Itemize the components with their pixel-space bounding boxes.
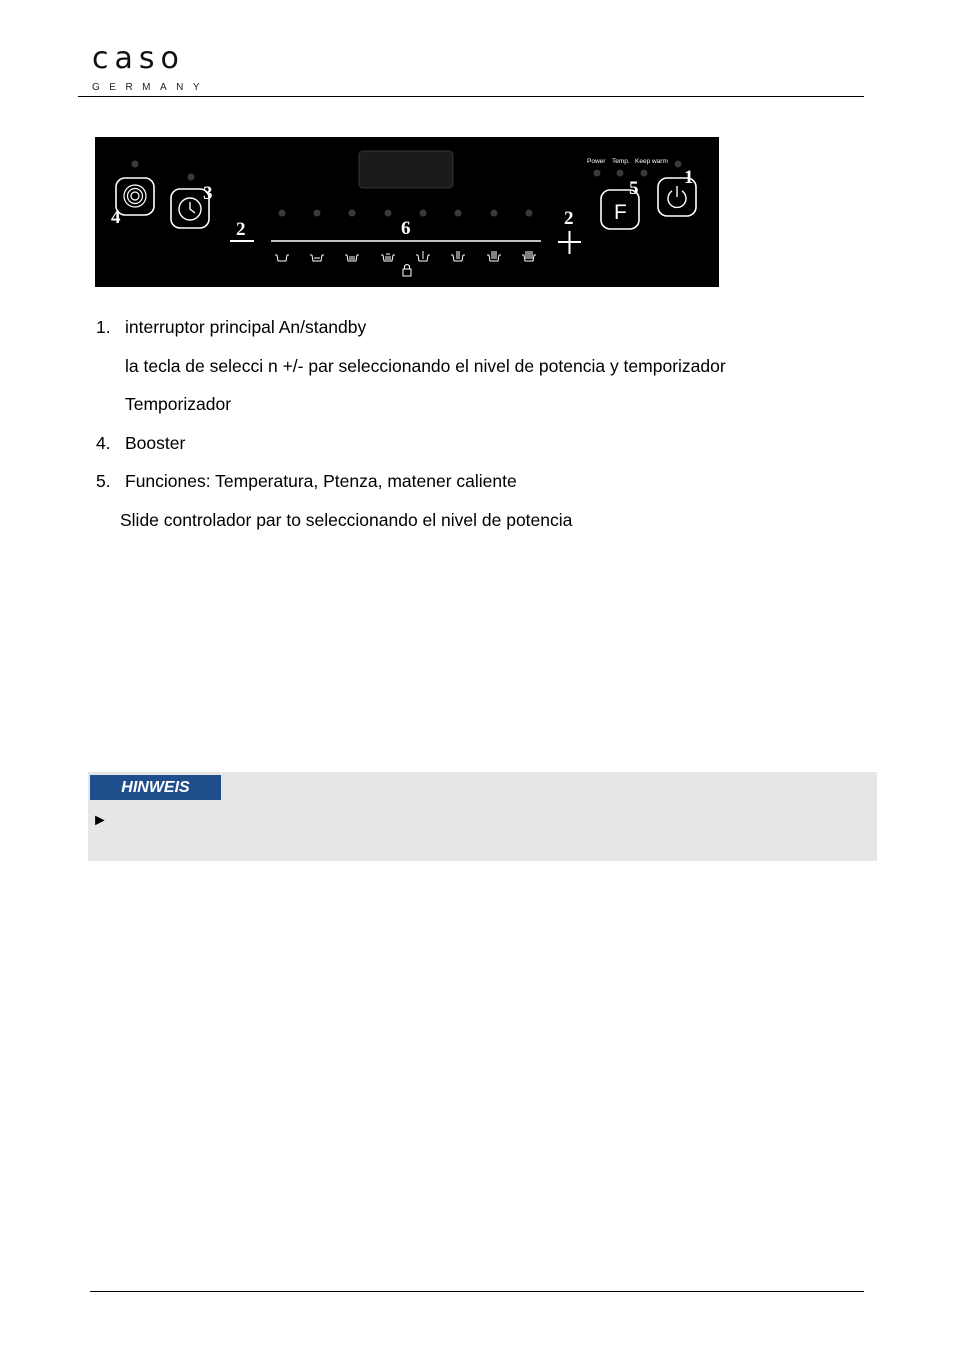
list-text: la tecla de selecci n +/- par seleccionando el nivel de potencia y temporizador [125, 355, 726, 376]
note-box [88, 772, 877, 861]
callout-1: 1 [684, 167, 694, 188]
pot-icon-7 [487, 251, 501, 261]
keep-warm-indicator-led [641, 170, 648, 177]
callout-5: 5 [629, 178, 639, 199]
booster-key [116, 178, 154, 215]
control-panel-drawing [95, 137, 719, 287]
logo-wordmark: caso [92, 41, 185, 76]
plus-key [558, 231, 581, 254]
display-window [359, 151, 453, 188]
control-panel-figure [95, 137, 719, 287]
power-indicator-led [594, 170, 601, 177]
indicator-label-keep-warm: Keep warm [635, 158, 668, 165]
list-number: 4. [96, 432, 111, 453]
list-text: Temporizador [125, 394, 232, 414]
pot-icon-6 [451, 251, 465, 261]
list-number: 5. [96, 471, 111, 491]
list-number: 1. [96, 317, 111, 337]
pot-icons [275, 251, 536, 261]
booster-led [132, 161, 139, 168]
indicator-label-power: Power [587, 158, 606, 165]
level-led-8 [526, 210, 533, 217]
level-led-4 [385, 210, 392, 217]
pot-icon-3 [345, 255, 359, 261]
clock-icon [179, 198, 201, 220]
pot-icon-2 [310, 255, 324, 261]
callout-6: 6 [401, 218, 411, 239]
footer-rule [90, 1291, 864, 1292]
timer-led [188, 174, 195, 181]
caso-logo [78, 32, 208, 106]
list-text: Booster [125, 432, 186, 453]
lock-icon [403, 265, 411, 277]
list-text: interruptor principal An/standby [125, 317, 367, 337]
function-key-letter: F [614, 201, 627, 224]
list-text: Funciones: Temperatura, Ptenza, matener caliente [125, 471, 517, 491]
pot-icon-5 [416, 251, 430, 261]
indicator-label-temp: Temp. [612, 158, 630, 165]
level-led-2 [314, 210, 321, 217]
callout-2-left: 2 [236, 219, 246, 240]
main-switch-led [675, 161, 682, 168]
level-led-1 [279, 210, 286, 217]
note-label: HINWEIS [90, 775, 221, 800]
level-led-7 [491, 210, 498, 217]
callout-2-right: 2 [564, 208, 574, 229]
pot-icon-8 [522, 251, 536, 261]
booster-icon [124, 185, 146, 207]
level-led-5 [420, 210, 427, 217]
level-led-3 [349, 210, 356, 217]
bullet-arrow-icon: ► [92, 812, 108, 829]
power-level-leds [279, 210, 533, 217]
list-text: Slide controlador par to seleccionando el nivel de potencia [120, 509, 573, 530]
pot-icon-1 [275, 255, 289, 261]
callout-4: 4 [111, 207, 121, 228]
callout-3: 3 [203, 183, 213, 204]
logo-subtitle: GERMANY [92, 82, 210, 93]
pot-icon-4 [381, 253, 395, 261]
header-rule [78, 96, 864, 97]
temp-indicator-led [617, 170, 624, 177]
power-icon [668, 186, 686, 207]
level-led-6 [455, 210, 462, 217]
